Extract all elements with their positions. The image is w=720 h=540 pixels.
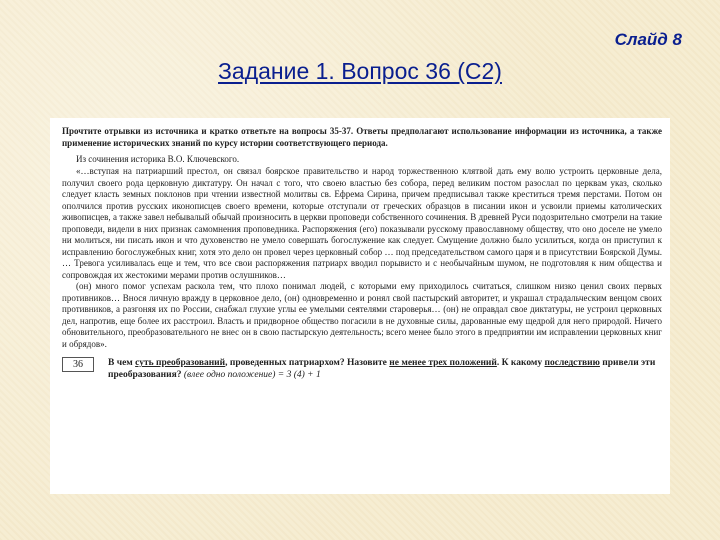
question-row xyxy=(62,357,662,381)
question-text: В чем суть преобразований, проведенных патриархом? Назовите не менее трех положений. К какому последствию привели эти преобразования? (влее одно положение) = 3 (4) + 1 xyxy=(108,358,656,381)
slide-title: Задание 1. Вопрос 36 (С2) xyxy=(218,58,502,84)
source-caption: Из сочинения историка В.О. Ключевского. xyxy=(76,154,240,164)
question-number-box: 36 xyxy=(62,357,94,372)
task-instruction: Прочтите отрывки из источника и кратко ответьте на вопросы 35-37. Ответы предполагают использование информации из источника, а также применение исторических знаний по курсу истории соответствующего периода. xyxy=(62,126,662,148)
source-paragraph-2: (он) много помог успехам раскола тем, что плохо понимал людей, с которыми ему приходилось считаться, слишком низко ценил своих первых противников… Внося личную вражду в церковное дело, (он) одновременно и ронял свой пастырский авторитет, и украшал страдальческим венцом своих противников, а разгоняя их по России, снабжал глухие углы ее умелыми сеятелями староверья… (он) не оправдал свое диктатуры, не устроил церковных дел, напротив, еще более их расстроил. Власть и придворное общество погасили в не духовные силы, дарованные ему щедрой для него природой. Ничего обновительного, преобразовательного не внес он в свою пастырскую деятельность; всего менее было этого в предприятии им исправлении церковных книг и обрядов». xyxy=(62,281,662,349)
slide-number-label: Слайд 8 xyxy=(614,30,682,49)
source-paragraph-1: «…вступая на патриарший престол, он связал боярское правительство и народ торжественною клятвой дать ему волю устроить церковные дела, получил своего рода церковную диктатуру. Он начал с того, что своею властью без собора, перед великим постом разослал по церквам указ, сколько следует класть земных поклонов при чтении известной молитвы св. Ефрема Сирина, причем предписывал также креститься тремя перстами. Потом он ополчился против русских иконописцев своего времени, которые отступали от греческих образцов в писании икон и усвоили приемы католических живописцев, а также завел небывалый обычай произносить в церкви проповеди собственного сочинения. В древней Руси подозрительно смотрели на такие проповеди, видели в них признак самомнения проповедника. Распоряжения (его) показывали русскому православному обществу, что оно доселе не умело ни молиться, ни писать икон и что духовенство не умело совершать богослужение как следует. Смущение должно было усилиться, когда он приступил к исправлению богослужебных книг, хотя это дело он провел через церковный собор … под председательством самого царя и в присутствии Боярской Думы. … Тревога усиливалась еще и тем, что все свои распоряжения патриарх вводил порывисто и с необычайным шумом, не подготовляя к ним общества и сопровождая их жестокими мерами против ослушников… xyxy=(62,166,662,280)
task-document xyxy=(50,118,670,494)
question-scoring-note: (влее одно положение) = 3 (4) + 1 xyxy=(181,370,321,381)
